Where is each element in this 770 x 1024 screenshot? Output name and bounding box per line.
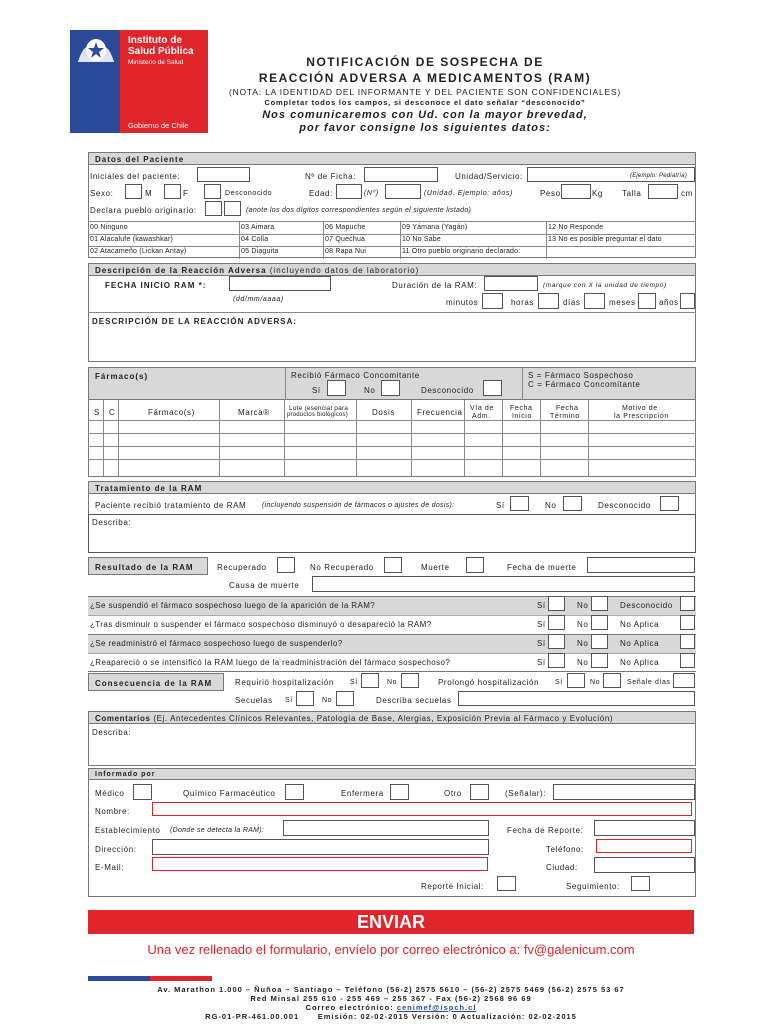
res-no-recuperado: No Recuperado: [310, 563, 374, 572]
footer-bar-red: [150, 976, 212, 981]
pueblo-field-1[interactable]: [205, 201, 222, 216]
inf-quimico: Químico Farmacéutico: [183, 789, 276, 798]
pregunta-si-label: Sí: [537, 639, 546, 648]
reaccion-header: [88, 263, 696, 276]
pregunta-si-box[interactable]: [548, 634, 565, 649]
trat-describa-area[interactable]: [88, 514, 696, 553]
talla-label: Talla: [622, 189, 642, 198]
inf-ciudad: Ciudad:: [546, 863, 578, 872]
anos-box[interactable]: [680, 293, 695, 309]
edad-unidad-ej: (Unidad. Ejemplo: años): [424, 190, 513, 197]
pregunta-last-box[interactable]: [680, 634, 695, 649]
pueblo-option: 12 No Responde: [548, 224, 604, 231]
col-marca: Marca®: [238, 408, 270, 417]
edad-field[interactable]: [336, 184, 362, 199]
comentarios-describa: Describa:: [92, 728, 132, 737]
sexo-f-label: F: [183, 189, 189, 198]
comentarios-header-rest: (Ej. Antecedentes Clínicos Relevantes, Patología de Base, Alergias, Exposición Previa al Fármaco y Evolución): [150, 714, 614, 723]
envio-message: Una vez rellenado el formulario, envíelo por correo electrónico a: fv@galenicum.com: [147, 942, 635, 957]
descripcion-area[interactable]: [88, 328, 696, 362]
peso-kg: Kg: [592, 189, 603, 198]
fecha-inicio-label: FECHA INICIO RAM *:: [105, 281, 207, 290]
pueblo-option: 02 Atacameño (Lickan Antay): [90, 248, 187, 255]
coat-of-arms-icon: [74, 32, 118, 68]
col-lote-2: productos biológicos): [287, 412, 348, 418]
dias-label: días: [563, 298, 581, 307]
ficha-field[interactable]: [364, 167, 438, 182]
inf-senalar: (Señalar):: [505, 789, 547, 798]
title-completar: Completar todos los campos, si desconoce el dato señalar “desconocido”: [264, 98, 586, 107]
footer-red-minsal: Red Minsal 255 610 - 255 469 – 255 367 - Fax (56-2) 2568 96 69: [250, 994, 532, 1003]
cons-describa-secuelas-field[interactable]: [458, 691, 695, 706]
inf-telefono-field[interactable]: [596, 839, 692, 853]
pueblo-option: 11 Otro pueblo originario declarado:: [402, 248, 521, 255]
ejemplo-pediatria: (Ejemplo: Pediatría): [630, 173, 688, 179]
s-definicion: S = Fármaco Sospechoso: [528, 371, 634, 380]
pregunta-no-label: No: [577, 639, 589, 648]
farmaco-header: Fármaco(s): [95, 372, 149, 381]
col-fi-2: Inicio: [512, 413, 532, 420]
cons-hosp-si-box[interactable]: [361, 673, 379, 688]
title-nota: (NOTA: LA IDENTIDAD DEL INFORMANTE Y DEL PACIENTE SON CONFIDENCIALES): [228, 87, 622, 97]
cons-hosp-si: Sí: [350, 679, 358, 686]
sexo-desconocido-box[interactable]: [204, 184, 221, 199]
pueblo-option: 05 Diaguita: [241, 248, 279, 255]
pregunta-no-label: No: [577, 658, 589, 667]
cons-senale-field[interactable]: [673, 673, 695, 688]
res-recuperado: Recuperado: [217, 563, 267, 572]
inf-medico: Médico: [95, 789, 125, 798]
inf-fecha-reporte: Fecha de Reporte:: [507, 826, 584, 835]
inf-seguimiento: Seguimiento:: [566, 882, 620, 891]
inf-nombre: Nombre:: [95, 807, 130, 816]
sexo-m-label: M: [145, 189, 153, 198]
cons-senale: Señale días: [627, 679, 671, 686]
cons-secuelas-si: Sí: [285, 697, 293, 704]
inf-establecimiento: Establecimiento: [95, 826, 161, 835]
recibio-no: No: [364, 386, 376, 395]
pueblo-option: 07 Quechua: [325, 236, 366, 243]
logo-gobierno: Gobierno de Chile: [128, 121, 189, 130]
c-definicion: C = Fármaco Concomitante: [528, 380, 641, 389]
cons-prolongo: Prolongó hospitalización: [438, 678, 540, 687]
inf-reporte-inicial: Reporte Inicial:: [421, 882, 484, 891]
pueblo-option: 09 Yámana (Yagán): [402, 224, 468, 231]
inf-telefono: Teléfono:: [546, 845, 584, 854]
talla-field[interactable]: [648, 184, 678, 199]
inf-nombre-field[interactable]: [152, 802, 692, 816]
enviar-button[interactable]: ENVIAR: [88, 910, 694, 934]
pueblo-option: 03 Aimara: [241, 224, 275, 231]
anos-label: años: [659, 298, 679, 307]
fecha-inicio-field[interactable]: [229, 276, 331, 291]
pregunta-text: ¿Tras disminuir o suspender el fármaco sospechoso disminuyó o desapareció la RAM?: [90, 620, 432, 629]
recibio-desconocido-box[interactable]: [483, 380, 502, 396]
inf-otro-box[interactable]: [470, 784, 489, 800]
col-c: C: [109, 408, 116, 417]
pregunta-no-box[interactable]: [591, 596, 608, 611]
informado-header: Informado por: [88, 768, 696, 780]
paciente-header: Datos del Paciente: [88, 152, 696, 165]
pregunta-si-label: Sí: [537, 620, 546, 629]
inf-direccion: Dirección:: [95, 845, 137, 854]
pregunta-text: ¿Reapareció o se intensificó la RAM luego de la readministración del fármaco sospechoso?: [90, 658, 451, 667]
res-no-recuperado-box[interactable]: [384, 557, 402, 573]
footer-correo: [88, 1003, 694, 1012]
trat-recibio: Paciente recibió tratamiento de RAM: [95, 501, 247, 510]
pueblo-option: 04 Colla: [241, 236, 269, 243]
title-line2: REACCIÓN ADVERSA A MEDICAMENTOS (RAM): [258, 71, 592, 85]
duracion-label: Duración de la RAM:: [392, 281, 478, 290]
trat-no: No: [545, 501, 557, 510]
pregunta-no-label: No: [577, 601, 589, 610]
pueblo-field-2[interactable]: [224, 201, 241, 216]
pregunta-si-box[interactable]: [548, 596, 565, 611]
res-causa-field[interactable]: [312, 576, 695, 592]
peso-field[interactable]: [561, 184, 591, 199]
res-fecha-muerte-field[interactable]: [587, 557, 695, 573]
pregunta-no-label: No: [577, 620, 589, 629]
col-farmacos: Fármaco(s): [148, 408, 195, 417]
pregunta-last-box[interactable]: [680, 615, 695, 630]
col-frecuencia: Frecuencia: [417, 408, 463, 417]
inf-seguimiento-box[interactable]: [631, 876, 650, 891]
meses-box[interactable]: [638, 293, 656, 309]
pueblo-anote: (anote los dos dígitos correspondientes según el siguiente listado): [246, 207, 472, 214]
footer-bar-blue: [88, 976, 150, 981]
recibio-desconocido: Desconocido: [421, 386, 474, 395]
col-dosis: Dosis: [372, 408, 396, 417]
pregunta-no-box[interactable]: [591, 634, 608, 649]
cons-secuelas-no-box[interactable]: [336, 691, 354, 706]
inf-direccion-field[interactable]: [152, 839, 489, 855]
edad-unidad-field[interactable]: [385, 184, 421, 199]
logo-inst-line2: Salud Pública: [128, 46, 194, 57]
footer-correo-link[interactable]: cenimef@ispch.cl: [396, 1003, 477, 1012]
pueblo-option: 06 Mapuche: [325, 224, 366, 231]
pregunta-si-box[interactable]: [548, 653, 565, 668]
col-s: S: [94, 408, 100, 417]
cons-prolongo-no-box[interactable]: [603, 673, 621, 688]
resultado-header: Resultado de la RAM: [95, 563, 194, 572]
cons-hosp-no-box[interactable]: [401, 673, 419, 688]
pueblo-option: 10 No Sabe: [402, 236, 441, 243]
pregunta-last-label: Desconocido: [620, 601, 673, 610]
cons-secuelas: Secuelas: [235, 696, 273, 705]
horas-box[interactable]: [538, 293, 559, 309]
inf-enfermera-box[interactable]: [390, 784, 409, 800]
inf-otro: Otro: [444, 789, 462, 798]
ficha-label: Nº de Ficha:: [305, 172, 357, 181]
duracion-marque: (marque con X la unidad de tiempo): [543, 282, 667, 289]
pregunta-no-box[interactable]: [591, 653, 608, 668]
pueblo-option: 13 No es posible preguntar el dato: [548, 236, 662, 243]
inf-email-field[interactable]: [152, 857, 488, 871]
sexo-m-box[interactable]: [125, 184, 142, 199]
inf-enfermera: Enfermera: [341, 789, 384, 798]
minutos-label: minutos: [446, 298, 479, 307]
cons-secuelas-si-box[interactable]: [296, 691, 314, 706]
sexo-f-box[interactable]: [164, 184, 181, 199]
pregunta-si-label: Sí: [537, 601, 546, 610]
isp-logo: [70, 30, 208, 133]
dias-box[interactable]: [584, 293, 605, 309]
pueblo-option: 01 Alacalufe (kawashkar): [90, 236, 174, 243]
inf-fecha-reporte-field[interactable]: [594, 820, 695, 836]
col-motivo-1: Motivo de: [622, 405, 658, 412]
pregunta-last-box[interactable]: [680, 596, 695, 611]
res-recuperado-box[interactable]: [277, 557, 295, 573]
inf-reporte-inicial-box[interactable]: [497, 876, 516, 891]
sexo-label: Sexo:: [90, 189, 114, 198]
footer-document-code: RG-01-PR-461.00.001 Emisión: 02-02-2015 Versión: 0 Actualización: 02-02-2015: [205, 1012, 577, 1021]
cons-secuelas-no: No: [322, 697, 333, 704]
reaccion-header-bold: Descripción de la Reacción Adversa: [95, 266, 267, 275]
trat-desconocido: Desconocido: [598, 501, 651, 510]
cons-hosp-no: No: [387, 679, 398, 686]
trat-desconocido-box[interactable]: [660, 496, 679, 511]
inf-medico-box[interactable]: [133, 784, 152, 800]
cons-hosp: Requirió hospitalización: [235, 678, 334, 687]
recibio-si-box[interactable]: [327, 380, 346, 396]
consecuencia-header: Consecuencia de la RAM: [95, 679, 213, 688]
trat-si: Sí: [496, 501, 505, 510]
unidad-label: Unidad/Servicio:: [455, 172, 523, 181]
cons-prolongo-si-box[interactable]: [567, 673, 585, 688]
logo-ministerio: Ministerio de Salud: [128, 59, 184, 66]
pregunta-last-label: No Aplica: [620, 620, 660, 629]
pregunta-si-box[interactable]: [548, 615, 565, 630]
col-via-2: Adm.: [472, 413, 491, 420]
trat-incl: (incluyendo suspensión de fármacos o ajustes de dosis):: [262, 502, 455, 509]
pregunta-last-label: No Aplica: [620, 658, 660, 667]
pregunta-last-label: No Aplica: [620, 639, 660, 648]
title-brevedad2: por favor consigne los siguientes datos:: [299, 122, 551, 134]
res-fecha-muerte: Fecha de muerte: [507, 563, 577, 572]
fecha-ddmm: (dd/mm/aaaa): [233, 296, 284, 303]
pregunta-text: ¿Se suspendió el fármaco sospechoso luego de la aparición de la RAM?: [90, 601, 376, 610]
reaccion-header-rest: (incluyendo datos de laboratorio): [266, 266, 420, 275]
duracion-field[interactable]: [484, 276, 538, 291]
trat-no-box[interactable]: [563, 496, 582, 511]
res-muerte-box[interactable]: [466, 557, 484, 573]
peso-label: Peso: [540, 189, 561, 198]
pueblo-label: Declara pueblo originario:: [90, 206, 197, 215]
comentarios-header-bold: Comentarios: [95, 714, 151, 723]
minutos-box[interactable]: [482, 293, 503, 309]
trat-si-box[interactable]: [510, 496, 529, 511]
descripcion-label: DESCRIPCIÓN DE LA REACCIÓN ADVERSA:: [92, 317, 298, 326]
res-muerte: Muerte: [421, 563, 450, 572]
col-fi-1: Fecha: [510, 405, 533, 412]
recibio-si: Sí: [312, 386, 321, 395]
comentarios-header: [88, 711, 696, 724]
cons-prolongo-no: No: [590, 679, 601, 686]
cons-prolongo-si: Sí: [555, 679, 563, 686]
col-ft-1: Fecha: [556, 405, 579, 412]
inf-quimico-box[interactable]: [285, 784, 304, 800]
edad-n: (Nº): [364, 190, 379, 197]
col-lote-1: Lote (esencial para: [289, 405, 349, 412]
col-motivo-2: la Prescripción: [614, 413, 669, 420]
pueblo-option: 08 Rapa Nui: [325, 248, 367, 255]
inf-ciudad-field[interactable]: [594, 857, 695, 873]
pregunta-si-label: Sí: [537, 658, 546, 667]
title-line1: NOTIFICACIÓN DE SOSPECHA DE: [306, 55, 544, 69]
title-brevedad1: Nos comunicaremos con Ud. con la mayor brevedad,: [262, 109, 588, 121]
inf-senalar-field[interactable]: [553, 784, 695, 800]
iniciales-field[interactable]: [197, 167, 250, 182]
pregunta-no-box[interactable]: [591, 615, 608, 630]
horas-label: horas: [511, 298, 535, 307]
pregunta-text: ¿Se readministró el fármaco sospechoso luego de suspenderlo?: [90, 639, 343, 648]
logo-inst-line1: Instituto de: [128, 35, 182, 46]
tratamiento-header: Tratamiento de la RAM: [88, 481, 696, 494]
inf-establecimiento-field[interactable]: [283, 820, 489, 836]
recibio-no-box[interactable]: [381, 380, 400, 396]
col-ft-2: Término: [550, 413, 580, 420]
sexo-desconocido-label: Desconocido: [225, 190, 273, 197]
recibio-label: Recibió Fármaco Concomitante: [291, 371, 420, 380]
iniciales-label: Iniciales del paciente:: [90, 172, 181, 181]
footer-address: Av. Marathon 1.000 – Ñuñoa – Santiago – Teléfono (56-2) 2575 5610 – (56-2) 2575 5469 (56-2) 2575 53 67: [157, 985, 625, 994]
col-via-1: Vía de: [470, 405, 494, 412]
pueblo-option: 00 Ninguno: [90, 224, 128, 231]
res-causa: Causa de muerte: [229, 581, 300, 590]
pregunta-last-box[interactable]: [680, 653, 695, 668]
farmaco-table: [88, 400, 696, 477]
trat-describa: Describa:: [92, 518, 132, 527]
talla-cm: cm: [681, 189, 693, 198]
cons-describa-secuelas: Describa secuelas: [376, 696, 452, 705]
meses-label: meses: [609, 298, 636, 307]
footer-correo-label: Correo electrónico:: [305, 1003, 397, 1012]
inf-email: E-Mail:: [95, 863, 125, 872]
edad-label: Edad:: [309, 189, 333, 198]
inf-donde: (Donde se detecta la RAM):: [170, 827, 265, 834]
